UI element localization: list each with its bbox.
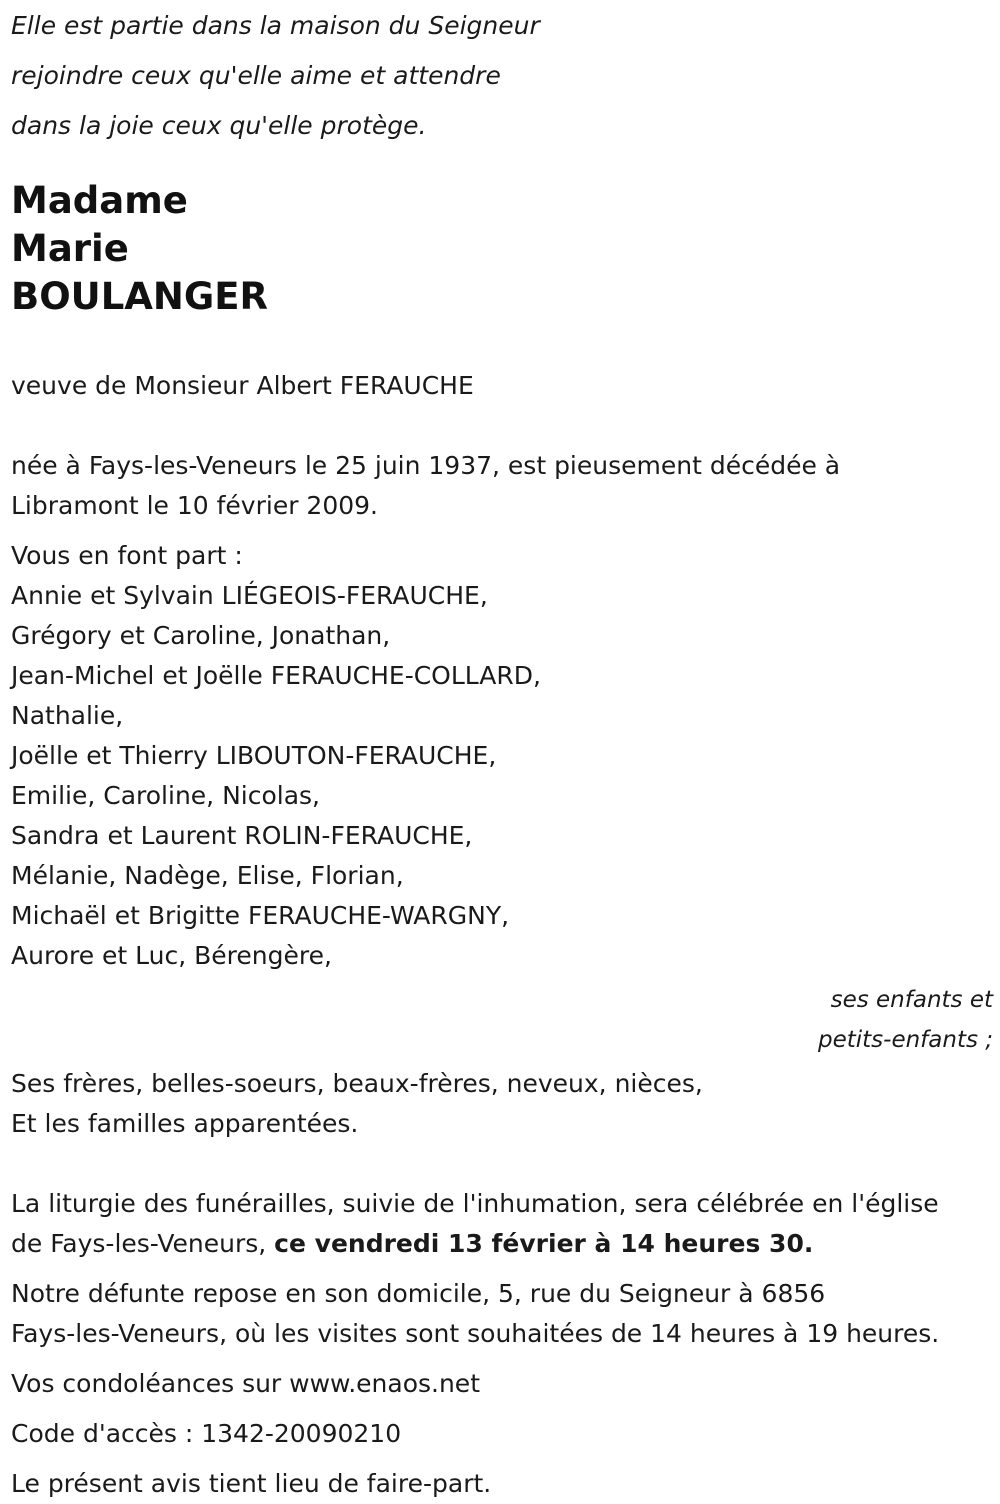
ceremony-place: de Fays-les-Veneurs, bbox=[11, 1229, 275, 1258]
ceremony-datetime: ce vendredi 13 février à 14 heures 30. bbox=[274, 1229, 814, 1258]
rest-place-line: Notre défunte repose en son domicile, 5, rue du Seigneur à 6856 bbox=[11, 1279, 826, 1308]
condolences: Vos condoléances sur www.enaos.net bbox=[11, 1369, 480, 1398]
deceased-title: Madame bbox=[11, 179, 188, 222]
family-member: Sandra et Laurent ROLIN-FERAUCHE, bbox=[11, 821, 473, 850]
extended-family-line: Et les familles apparentées. bbox=[11, 1109, 359, 1138]
birth-death bbox=[11, 446, 993, 526]
extended-family bbox=[11, 1064, 993, 1144]
rest-place bbox=[11, 1274, 993, 1354]
relation-caption-line: ses enfants et bbox=[830, 987, 993, 1013]
family-member: Michaël et Brigitte FERAUCHE-WARGNY, bbox=[11, 901, 510, 930]
verse-line: dans la joie ceux qu'elle protège. bbox=[11, 111, 427, 140]
announcement-intro: Vous en font part : bbox=[11, 541, 243, 570]
family-member: Grégory et Caroline, Jonathan, bbox=[11, 621, 391, 650]
family-member: Jean-Michel et Joëlle FERAUCHE-COLLARD, bbox=[11, 661, 541, 690]
family-member: Nathalie, bbox=[11, 701, 124, 730]
deceased-last-name: BOULANGER bbox=[11, 275, 269, 318]
family-member: Mélanie, Nadège, Elise, Florian, bbox=[11, 861, 404, 890]
birth-death-line: née à Fays-les-Veneurs le 25 juin 1937, est pieusement décédée à bbox=[11, 451, 841, 480]
access-code: Code d'accès : 1342-20090210 bbox=[11, 1419, 402, 1448]
obituary-notice bbox=[11, 0, 993, 1504]
spouse-line: veuve de Monsieur Albert FERAUCHE bbox=[11, 371, 474, 400]
family-member: Annie et Sylvain LIÉGEOIS-FERAUCHE, bbox=[11, 581, 488, 610]
verse-line: rejoindre ceux qu'elle aime et attendre bbox=[11, 61, 501, 90]
extended-family-line: Ses frères, belles-soeurs, beaux-frères, neveux, nièces, bbox=[11, 1069, 703, 1098]
verse bbox=[11, 1, 993, 151]
family-member: Joëlle et Thierry LIBOUTON-FERAUCHE, bbox=[11, 741, 497, 770]
deceased-name bbox=[11, 177, 993, 321]
announcement bbox=[11, 536, 993, 976]
ceremony-line: La liturgie des funérailles, suivie de l'inhumation, sera célébrée en l'église bbox=[11, 1189, 939, 1218]
relation-caption bbox=[11, 980, 993, 1060]
verse-line: Elle est partie dans la maison du Seigneur bbox=[11, 11, 540, 40]
closing-note: Le présent avis tient lieu de faire-part. bbox=[11, 1469, 492, 1498]
ceremony-line bbox=[11, 1224, 993, 1264]
birth-death-line: Libramont le 10 février 2009. bbox=[11, 491, 378, 520]
deceased-first-name: Marie bbox=[11, 227, 129, 270]
relation-caption-line: petits-enfants ; bbox=[817, 1027, 993, 1053]
family-member: Emilie, Caroline, Nicolas, bbox=[11, 781, 320, 810]
rest-place-line: Fays-les-Veneurs, où les visites sont souhaitées de 14 heures à 19 heures. bbox=[11, 1319, 940, 1348]
ceremony bbox=[11, 1184, 993, 1264]
family-member: Aurore et Luc, Bérengère, bbox=[11, 941, 332, 970]
